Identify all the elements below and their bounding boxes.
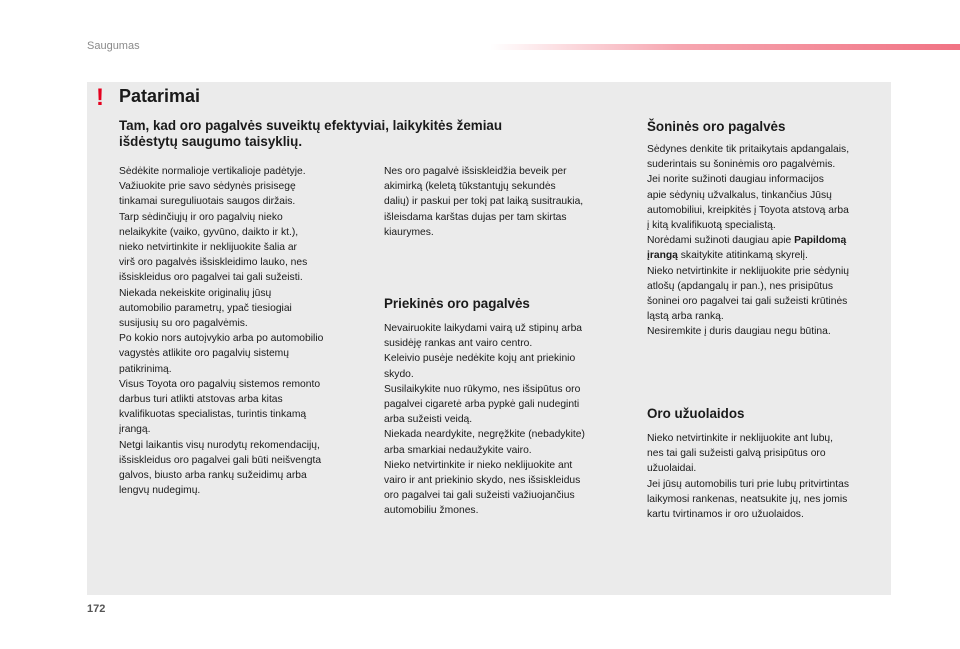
text-line: Jei norite sužinoti daugiau informacijos — [647, 174, 824, 186]
text-line: Tarp sėdinčiųjų ir oro pagalvių nieko — [119, 211, 283, 223]
text-line: šoninei oro pagalvei tai gali sužeisti krūtinės — [647, 296, 848, 308]
text-line: išsiskleidus oro pagalvei gali būti neišvengta — [119, 454, 322, 466]
text-line: suderintais su šoninėmis oro pagalvėmis. — [647, 159, 836, 171]
text-line: Sėdynes denkite tik pritaikytais apdangalais, — [647, 144, 850, 155]
text-line: arba sužeisti veidą. — [384, 414, 473, 426]
text-line: Susilaikykite nuo rūkymo, nes išsipūtus oro — [384, 383, 581, 395]
panel-title: Patarimai — [119, 86, 201, 106]
text-line: Niekada neardykite, negręžkite (nebadykite) — [384, 429, 585, 441]
warning-icon: ! — [96, 84, 104, 111]
text-line: nieko netvirtinkite ir neklijuokite šalia ar — [119, 242, 297, 254]
text-line: kartu tvirtinamos ir oro užuolaidos. — [647, 509, 804, 521]
text-line: laikymosi rankenas, neatsukite jų, nes jomis — [647, 493, 848, 505]
front-airbags-text — [384, 321, 629, 519]
side-airbags-text-part-a — [647, 142, 887, 233]
side-airbags-reference-line — [647, 233, 887, 248]
text-line: automobiliui, kreipkitės į Toyota atstovą arba — [647, 204, 849, 216]
text-line: atlošų (apdangalų ir pan.), nes prisipūtus — [647, 280, 834, 292]
text-line: automobilio parametrų, ypač tiesiogiai — [119, 302, 292, 314]
text-line: Važiuokite prie savo sėdynės prisisegę — [119, 181, 296, 193]
general-rules-text — [119, 164, 369, 498]
deployment-info-text — [384, 164, 629, 240]
side-airbags-text — [647, 142, 887, 340]
text-line: oro pagalvei tai gali sužeisti važiuojančius — [384, 490, 575, 502]
section-header: Saugumas — [87, 40, 140, 52]
text-line: automobiliu žmones. — [384, 505, 479, 517]
curtain-airbags-text — [647, 431, 887, 522]
text-line: lengvų nudegimų. — [119, 485, 201, 497]
text-line: į kitą kvalifikuotą specialistą. — [647, 220, 776, 232]
text-line: virš oro pagalvės išsiskleidimo lauko, nes — [119, 257, 308, 269]
text-line: akimirką (keletą tūkstantųjų sekundės — [384, 181, 556, 193]
text-line: nes tai gali sužeisti galvą prisipūtus oro — [647, 448, 826, 460]
text-line: Nieko netvirtinkite ir neklijuokite ant lubų, — [647, 433, 834, 444]
text-line: Nieko netvirtinkite ir nieko neklijuokite ant — [384, 459, 573, 471]
text-line: Visus Toyota oro pagalvių sistemos remonto — [119, 378, 321, 390]
text-line: ląstą arba ranką. — [647, 311, 724, 323]
text-line: Nesiremkite į duris daugiau negu būtina. — [647, 326, 831, 338]
text-line: įrangą. — [119, 424, 151, 436]
text-line: išsiskleidus oro pagalvei tai gali sužeisti. — [119, 272, 303, 284]
side-airbags-text-part-b — [647, 264, 887, 340]
main-heading — [119, 118, 599, 150]
text-line: apie sėdynių užvalkalus, tinkančius Jūsų — [647, 189, 832, 201]
text-line: dalių) ir paskui per tokį pat laiką susitraukia, — [384, 196, 584, 208]
text-line: užuolaidai. — [647, 463, 697, 475]
text-line: Nieko netvirtinkite ir neklijuokite prie sėdynių — [647, 265, 850, 277]
text-line: tinkamai sureguliuotais saugos diržais. — [119, 196, 296, 208]
text-line: patikrinimą. — [119, 363, 172, 375]
main-heading-line: Tam, kad oro pagalvės suveiktų efektyviai, laikykitės žemiau — [119, 118, 503, 133]
text-line: Niekada nekeiskite originalių jūsų — [119, 287, 272, 299]
side-ref-bold-2: įrangą — [647, 250, 678, 262]
text-line: pagalvei cigaretė arba pypkė gali nudeginti — [384, 399, 580, 411]
main-heading-line: išdėstytų saugumo taisyklių. — [119, 134, 303, 149]
text-line: Jei jūsų automobilis turi prie lubų pritvirtintas — [647, 478, 850, 490]
header-accent-bar — [490, 44, 960, 50]
side-airbags-reference-line — [647, 248, 887, 263]
text-line: skydo. — [384, 368, 414, 380]
text-line: arba smarkiai nedaužykite vairo. — [384, 444, 532, 456]
text-line: susijusių su oro pagalvėmis. — [119, 318, 248, 330]
side-ref-suffix: skaitykite atitinkamą skyrelį. — [677, 250, 808, 262]
text-line: vairo ir ant priekinio skydo, nes išsiskleidus — [384, 475, 581, 487]
text-line: Po kokio nors autoįvykio arba po automobilio — [119, 333, 324, 345]
page-number: 172 — [87, 603, 106, 615]
text-line: kvalifikuotas specialistas, turintis tinkamą — [119, 409, 307, 421]
side-ref-prefix: Norėdami sužinoti daugiau apie — [647, 235, 795, 247]
text-line: darbus turi atlikti atstovas arba kitas — [119, 394, 283, 406]
text-line: galvos, biusto arba rankų sužeidimų arba — [119, 470, 307, 482]
side-ref-bold-1: Papildomą — [794, 235, 847, 247]
text-line: Netgi laikantis visų nurodytų rekomendacijų, — [119, 439, 320, 451]
curtain-airbags-heading: Oro užuolaidos — [647, 406, 745, 421]
text-line: susidėję rankas ant vairo centro. — [384, 338, 533, 350]
front-airbags-heading: Priekinės oro pagalvės — [384, 296, 530, 311]
text-line: kiaurymes. — [384, 226, 434, 238]
text-line: Nes oro pagalvė išsiskleidžia beveik per — [384, 166, 567, 177]
text-line: Keleivio pusėje nedėkite kojų ant priekinio — [384, 353, 576, 365]
side-airbags-heading: Šoninės oro pagalvės — [647, 119, 786, 134]
text-line: Nevairuokite laikydami vairą už stipinų arba — [384, 323, 583, 334]
text-line: Sėdėkite normalioje vertikalioje padėtyje. — [119, 166, 306, 177]
text-line: vagystės atlikite oro pagalvių sistemų — [119, 348, 289, 360]
text-line: išleisdama karštas dujas per tam skirtas — [384, 211, 567, 223]
text-line: nelaikykite (vaiko, gyvūno, daikto ir kt.), — [119, 226, 299, 238]
